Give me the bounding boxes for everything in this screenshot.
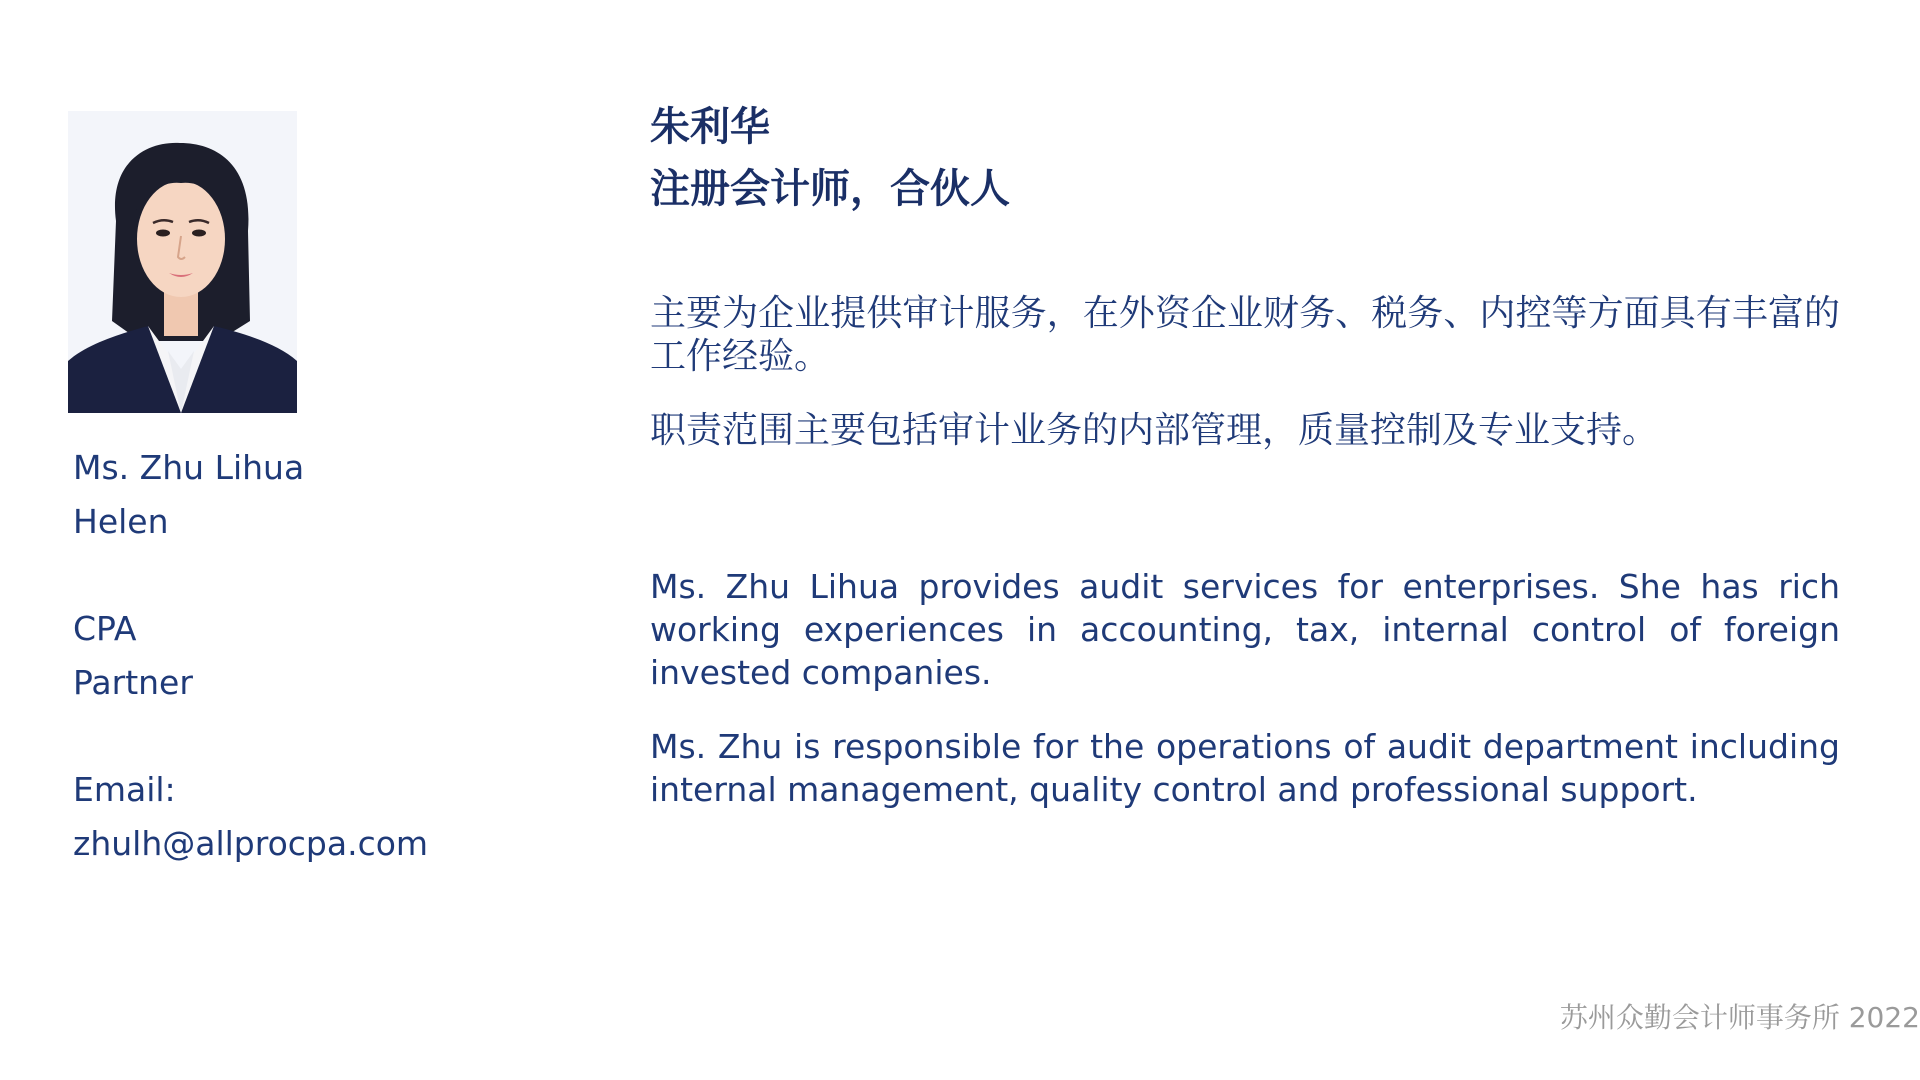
- footer-firm-name: 苏州众勤会计师事务所 2022: [1559, 1001, 1920, 1034]
- bio-english-paragraph-2: Ms. Zhu is responsible for the operations of audit department including internal management, quality control and professional support.: [650, 727, 1840, 809]
- name-chinese: 朱利华: [650, 104, 770, 150]
- email-address[interactable]: zhulh@allprocpa.com: [73, 824, 429, 863]
- bio-chinese-paragraph-1: 主要为企业提供审计服务，在外资企业财务、税务、内控等方面具有丰富的工作经验。: [650, 293, 1840, 377]
- portrait-photo: [68, 111, 297, 413]
- spacer: [73, 710, 493, 763]
- portrait-illustration: [68, 111, 297, 413]
- contact-card: [73, 441, 493, 871]
- title-chinese: 注册会计师，合伙人: [650, 166, 1010, 212]
- position: Partner: [73, 663, 193, 702]
- bio-chinese-paragraph-2: 职责范围主要包括审计业务的内部管理，质量控制及专业支持。: [650, 410, 1659, 451]
- nickname: Helen: [73, 502, 169, 541]
- email-label: Email:: [73, 770, 176, 809]
- qualification: CPA: [73, 609, 137, 648]
- name-english: Ms. Zhu Lihua: [73, 448, 305, 487]
- spacer: [73, 549, 493, 602]
- bio-english-paragraph-1: Ms. Zhu Lihua provides audit services for enterprises. She has rich working experiences in accounting, tax, internal control of foreign invested companies.: [650, 567, 1840, 692]
- bio-section: [650, 96, 1840, 811]
